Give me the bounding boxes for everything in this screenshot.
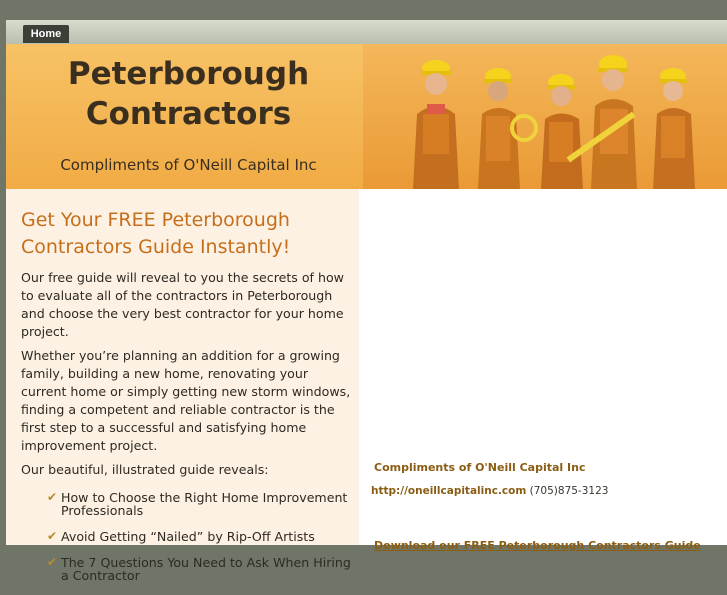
contractors-photo <box>363 44 727 189</box>
phone-number: (705)875-3123 <box>529 485 609 497</box>
list-item <box>47 491 351 517</box>
sidebar <box>359 189 727 552</box>
worker-figure <box>653 68 695 189</box>
sidebar-contact <box>371 485 608 497</box>
list-item <box>47 530 351 543</box>
top-navbar <box>6 20 727 45</box>
site-subtitle: Compliments of O'Neill Capital Inc <box>60 156 317 174</box>
content-area <box>6 189 727 583</box>
list-item-text: Avoid Getting “Nailed” by Rip-Off Artists <box>61 529 315 544</box>
header-banner <box>6 44 727 189</box>
checkmark-icon: ✔ <box>47 555 58 569</box>
checkmark-icon: ✔ <box>47 490 58 504</box>
main-column <box>6 189 359 583</box>
worker-figure <box>478 68 536 189</box>
worker-figure <box>413 60 459 189</box>
nav-home-tab[interactable]: Home <box>23 25 69 43</box>
checkmark-icon: ✔ <box>47 529 58 543</box>
list-item <box>47 556 351 582</box>
site-title: Peterborough Contractors <box>67 56 310 132</box>
download-guide-link[interactable]: Download our FREE Peterborough Contractors Guide <box>374 539 701 552</box>
list-item-text: How to Choose the Right Home Improvement Professionals <box>61 490 348 518</box>
worker-figure <box>541 74 583 189</box>
sidebar-title: Compliments of O'Neill Capital Inc <box>374 461 586 474</box>
page-frame <box>6 20 727 583</box>
intro-paragraph: Our free guide will reveal to you the secrets of how to evaluate all of the contractors in Peterborough and choose the very best contractor for your home project. <box>21 270 344 339</box>
reveals-heading: Our beautiful, illustrated guide reveals: <box>21 462 269 477</box>
contractors-illustration <box>363 44 727 189</box>
benefit-list <box>21 491 351 582</box>
list-item-text: The 7 Questions You Need to Ask When Hiring a Contractor <box>61 555 351 583</box>
company-website-link[interactable]: http://oneillcapitalinc.com <box>371 485 527 497</box>
body-paragraph: Whether you’re planning an addition for a growing family, building a new home, renovating your current home or simply getting new storm windows, finding a competent and reliable contractor is the first step to a successful and satisfying home improvement project. <box>21 348 351 453</box>
guide-headline: Get Your FREE Peterborough Contractors Guide Instantly! <box>21 209 291 258</box>
